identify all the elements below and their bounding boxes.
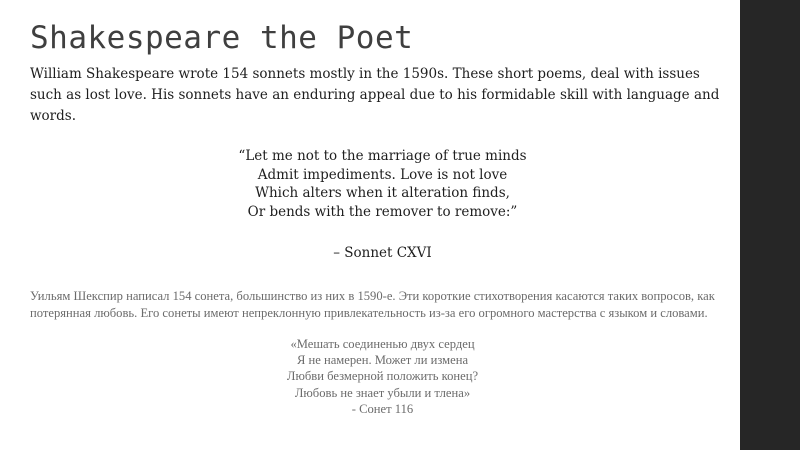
intro-paragraph: William Shakespeare wrote 154 sonnets mostly in the 1590s. These short poems, deal with issues such as lost love. His sonnets have an enduring appeal due to his formidable skill with language and words. — [30, 66, 720, 124]
accent-bar — [740, 0, 800, 450]
quote-line: Or bends with the remover to remove:” — [247, 203, 518, 220]
russian-sonnet-quote — [30, 336, 735, 417]
ru-quote-line: «Мешать соединенью двух сердец — [290, 337, 475, 351]
slide-title: Shakespeare the Poet — [30, 20, 414, 56]
sonnet-quote — [30, 147, 735, 221]
ru-quote-attribution: - Сонет 116 — [351, 401, 414, 416]
ru-quote-line: Любовь не знает убыли и тлена» — [294, 385, 471, 400]
russian-intro-paragraph: Уильям Шекспир написал 154 сонета, большинство из них в 1590-е. Эти короткие стихотворения касаются таких вопросов, как потерянная любовь. Его сонеты имеют непреклонную привлекательность из-за его огромного мастерства с языком и словами. — [30, 289, 715, 320]
sonnet-attribution: – Sonnet CXVI — [333, 245, 432, 261]
quote-line: “Let me not to the marriage of true minds — [238, 148, 527, 164]
ru-quote-line: Я не намерен. Может ли измена — [296, 353, 469, 368]
quote-line: Admit impediments. Love is not love — [257, 166, 508, 183]
ru-quote-line: Любви безмерной положить конец? — [286, 369, 479, 384]
quote-line: Which alters when it alteration finds, — [255, 185, 510, 202]
